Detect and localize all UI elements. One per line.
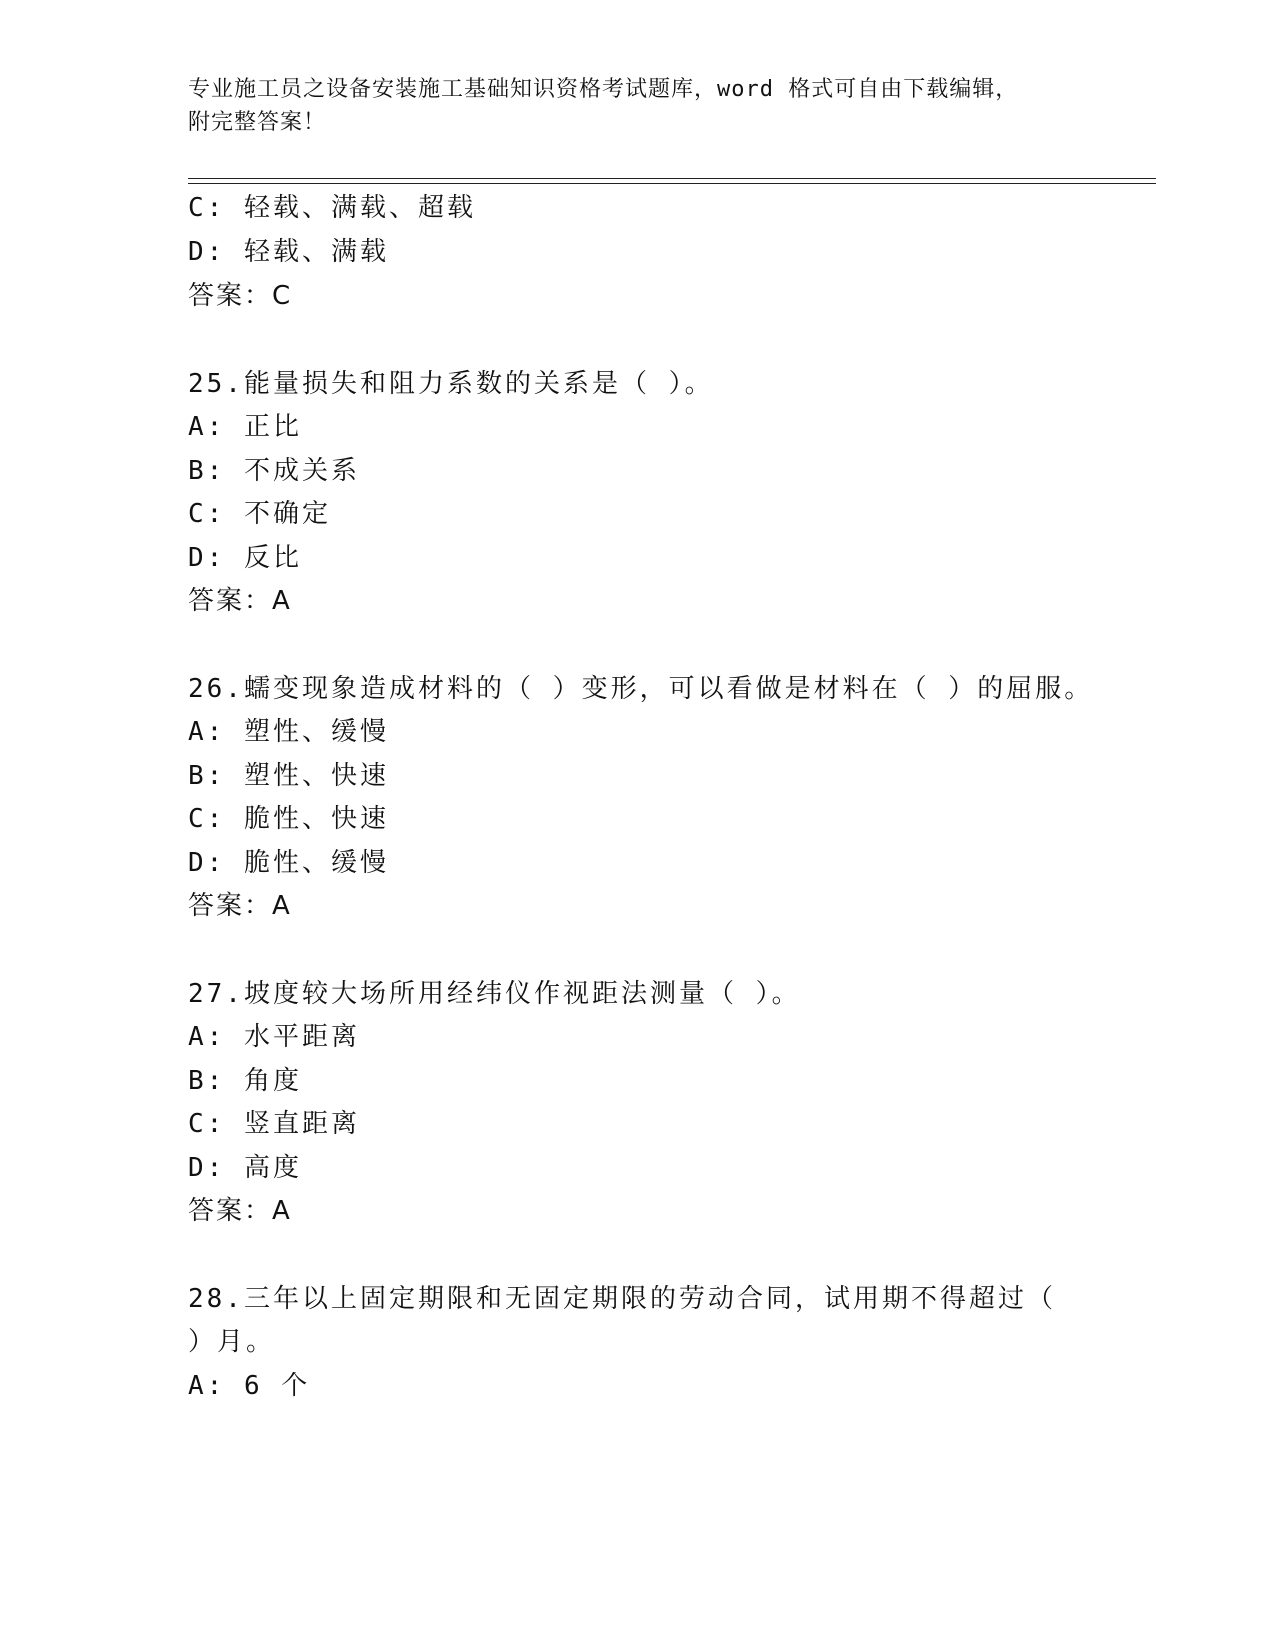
q26-option-c: C: 脆性、快速	[188, 804, 389, 834]
q27-option-d: D: 高度	[188, 1153, 302, 1183]
q28-question-line-2: ）月。	[188, 1327, 276, 1357]
q27-option-a: A: 水平距离	[188, 1022, 360, 1052]
q26-option-b: B: 塑性、快速	[188, 761, 389, 791]
q26-option-a: A: 塑性、缓慢	[188, 717, 389, 747]
header-rule-top	[188, 178, 1156, 179]
q26-option-d: D: 脆性、缓慢	[188, 848, 389, 878]
q25-question: 25.能量损失和阻力系数的关系是（ ）。	[188, 369, 714, 399]
q24-option-d: D: 轻载、满载	[188, 237, 389, 267]
q25-answer: 答案：A	[188, 586, 292, 616]
q26-answer: 答案：A	[188, 891, 292, 921]
q25-option-c: C: 不确定	[188, 499, 331, 529]
document-header	[188, 73, 1068, 139]
q28-question-line-1: 28.三年以上固定期限和无固定期限的劳动合同，试用期不得超过（	[188, 1284, 1056, 1314]
q27-answer: 答案：A	[188, 1196, 292, 1226]
q27-option-c: C: 竖直距离	[188, 1109, 360, 1139]
header-rule-bottom	[188, 183, 1156, 184]
q27-question: 27.坡度较大场所用经纬仪作视距法测量（ ）。	[188, 979, 801, 1009]
q25-option-d: D: 反比	[188, 543, 302, 573]
q28-option-a: A: 6 个	[188, 1371, 311, 1401]
q26-question: 26.蠕变现象造成材料的（ ）变形，可以看做是材料在（ ）的屈服。	[188, 674, 1094, 704]
q25-option-b: B: 不成关系	[188, 456, 360, 486]
q27-option-b: B: 角度	[188, 1066, 302, 1096]
header-line-1: 专业施工员之设备安装施工基础知识资格考试题库，word 格式可自由下载编辑，	[188, 77, 1019, 102]
q24-answer: 答案：C	[188, 281, 293, 311]
q25-option-a: A: 正比	[188, 412, 302, 442]
header-line-2: 附完整答案！	[188, 110, 327, 135]
q24-option-c: C: 轻载、满载、超载	[188, 193, 476, 223]
